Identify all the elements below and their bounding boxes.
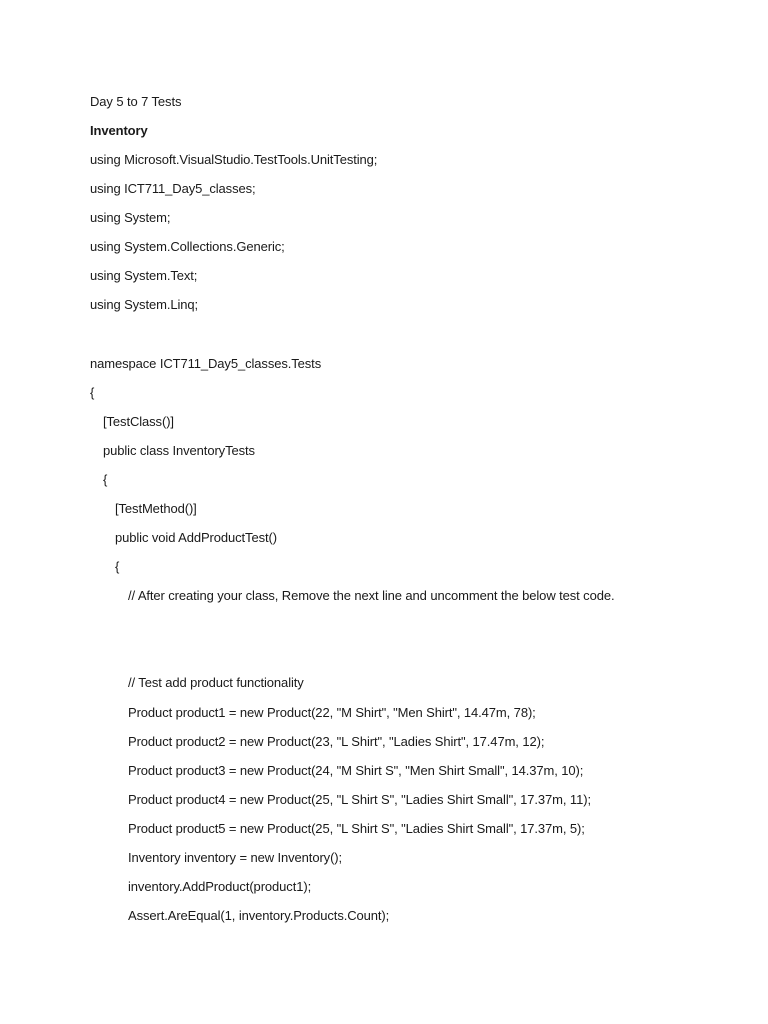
code-comment: // After creating your class, Remove the next line and uncomment the below test code. — [128, 588, 615, 603]
code-line: Product product2 = new Product(23, "L Shirt", "Ladies Shirt", 17.47m, 12); — [128, 734, 545, 749]
code-line: Product product1 = new Product(22, "M Shirt", "Men Shirt", 14.47m, 78); — [128, 705, 536, 720]
code-line: using ICT711_Day5_classes; — [90, 181, 256, 196]
code-line: Inventory inventory = new Inventory(); — [128, 850, 343, 865]
code-comment: // Test add product functionality — [128, 675, 304, 690]
code-line: public void AddProductTest() — [115, 530, 277, 545]
section-title: Inventory — [90, 123, 148, 138]
code-line: Product product3 = new Product(24, "M Shirt S", "Men Shirt Small", 14.37m, 10); — [128, 763, 584, 778]
code-line: inventory.AddProduct(product1); — [128, 879, 312, 894]
code-line: using Microsoft.VisualStudio.TestTools.UnitTesting; — [90, 152, 378, 167]
code-line: { — [90, 385, 95, 400]
code-line: using System.Text; — [90, 268, 198, 283]
code-line: [TestMethod()] — [115, 501, 197, 516]
code-line: { — [115, 559, 120, 574]
code-line: namespace ICT711_Day5_classes.Tests — [90, 356, 322, 371]
code-line: { — [103, 472, 108, 487]
code-line: using System; — [90, 210, 171, 225]
code-line: Product product4 = new Product(25, "L Shirt S", "Ladies Shirt Small", 17.37m, 11); — [128, 792, 591, 807]
code-line: [TestClass()] — [103, 414, 174, 429]
code-line: Product product5 = new Product(25, "L Shirt S", "Ladies Shirt Small", 17.37m, 5); — [128, 821, 585, 836]
code-line: using System.Collections.Generic; — [90, 239, 285, 254]
code-line: using System.Linq; — [90, 297, 199, 312]
document-heading: Day 5 to 7 Tests — [90, 94, 182, 109]
code-line: public class InventoryTests — [103, 443, 255, 458]
code-line: Assert.AreEqual(1, inventory.Products.Count); — [128, 908, 390, 923]
